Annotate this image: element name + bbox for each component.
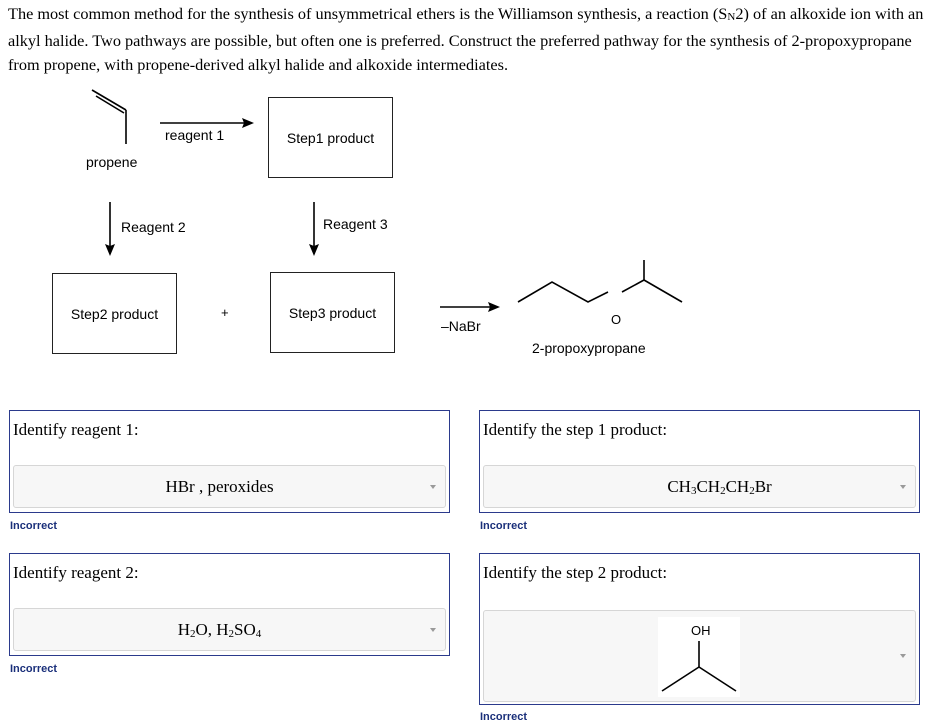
formula-subscript: 2 — [189, 627, 196, 640]
chevron-down-icon[interactable] — [430, 485, 436, 489]
plus-sign: + — [221, 305, 229, 320]
formula-part: CH — [667, 476, 691, 496]
step1-dropdown[interactable] — [483, 465, 916, 508]
step1-panel — [479, 410, 920, 513]
isopropanol-structure-card — [658, 617, 740, 697]
step1-product-box-label: Step1 product — [286, 129, 375, 146]
reaction-arrow-icon — [438, 300, 504, 314]
reagent2-label: Reagent 2 — [121, 219, 186, 235]
reagent2-panel — [9, 553, 450, 656]
formula-part: CH — [696, 476, 721, 496]
nabr-label: –NaBr — [441, 318, 481, 334]
propene-structure — [90, 86, 130, 146]
product-name-label: 2-propoxypropane — [532, 340, 646, 356]
step2-product-box — [52, 273, 177, 354]
step3-product-box-label: Step3 product — [288, 304, 377, 321]
reaction-arrow-icon — [103, 200, 117, 258]
step2-product-box-label: Step2 product — [70, 305, 159, 322]
2-propoxypropane-structure — [516, 258, 688, 328]
question-text-part2: 2) of an alkoxide ion with an alkyl halide. Two pathways are possible, but often one is preferred. Construct the preferred pathway for the synthesis of 2-propoxypropane from propene, with propene-derived alkyl halide and alkoxide intermediates. — [8, 4, 924, 74]
reagent1-title: Identify reagent 1: — [13, 420, 139, 439]
formula-part: CH — [725, 476, 750, 496]
step1-status: Incorrect — [480, 520, 528, 532]
oxygen-atom-label: O — [611, 312, 622, 327]
reagent1-status: Incorrect — [10, 520, 58, 532]
reagent2-status: Incorrect — [10, 663, 58, 675]
reagent1-selected-value: HBr , peroxides — [165, 476, 274, 496]
chevron-down-icon[interactable] — [430, 628, 436, 632]
chevron-down-icon[interactable] — [900, 654, 906, 658]
reagent1-label: reagent 1 — [165, 127, 225, 143]
question-text-part1: The most common method for the synthesis of unsymmetrical ethers is the Williamson synthesis, a reaction (S — [8, 4, 728, 23]
propene-label: propene — [86, 154, 138, 170]
reagent1-panel — [9, 410, 450, 513]
formula-subscript: 2 — [720, 484, 726, 497]
question-text — [8, 2, 928, 78]
reaction-arrow-icon — [307, 200, 321, 258]
step2-panel — [479, 553, 920, 705]
step2-title: Identify the step 2 product: — [483, 563, 668, 582]
reagent3-label: Reagent 3 — [323, 216, 388, 232]
step1-selected-value — [544, 466, 895, 507]
formula-part: Br — [754, 476, 772, 496]
reagent1-dropdown[interactable] — [13, 465, 446, 508]
question-sn-subscript: N — [727, 11, 736, 23]
reaction-scheme — [0, 80, 942, 400]
formula-part: H — [177, 619, 190, 639]
step3-product-box — [270, 272, 395, 353]
formula-subscript: 2 — [228, 627, 235, 640]
reagent2-dropdown[interactable] — [13, 608, 446, 651]
formula-part: O, H — [195, 619, 229, 639]
formula-subscript: 3 — [690, 484, 697, 497]
reagent2-title: Identify reagent 2: — [13, 563, 139, 582]
formula-part: SO — [234, 619, 256, 639]
reagent2-selected-value — [14, 609, 425, 650]
step1-title: Identify the step 1 product: — [483, 420, 668, 439]
step1-product-box — [268, 97, 393, 178]
step2-status: Incorrect — [480, 711, 528, 723]
hydroxyl-label: OH — [691, 623, 711, 638]
formula-subscript: 2 — [749, 484, 755, 497]
formula-subscript: 4 — [255, 627, 262, 640]
step2-dropdown[interactable] — [483, 610, 916, 702]
chevron-down-icon[interactable] — [900, 485, 906, 489]
